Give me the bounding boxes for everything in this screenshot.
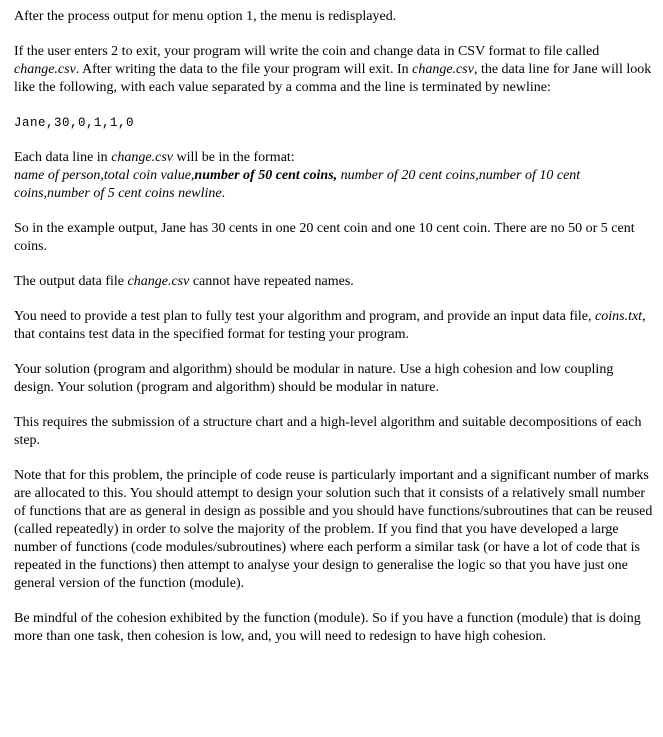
paragraph-text: After the process output for menu option 1, the menu is redisplayed. xyxy=(14,9,397,24)
format-spec-text-bold: number of 50 cent coins, xyxy=(194,168,338,183)
paragraph-text: Each data line in xyxy=(14,150,112,165)
paragraph-text: Note that for this problem, the principle of code reuse is particularly important and a significant number of marks are allocated to this. You should attempt to design your solution such that it consists of a relatively small number of functions that are as general in design as possible and you should have functions/subroutines that can be reused (called repeatedly) in order to solve the majority of the problem. If you find that you have developed a large number of functions (code modules/subroutines) where each perform a similar task (or have a lot of code that is repeated in the functions) then attempt to analyse your design to generalise the logic so that you have just one general version of the function (module). xyxy=(14,468,653,591)
paragraph-menu-redisplay xyxy=(14,8,653,26)
paragraph-modular-design xyxy=(14,361,653,397)
paragraph-text: If the user enters 2 to exit, your program will write the coin and change data in CSV format to file called xyxy=(14,44,600,59)
paragraph-cohesion xyxy=(14,610,653,646)
paragraph-text: , that contains test data in the specified format for testing your program. xyxy=(14,309,646,342)
paragraph-text: So in the example output, Jane has 30 cents in one 20 cent coin and one 10 cent coin. There are no 50 or 5 cent coins. xyxy=(14,221,635,254)
format-spec-text: number of 20 cent coins,number of 10 cent coins,number of 5 cent coins newline xyxy=(14,168,581,201)
paragraph-no-repeated-names xyxy=(14,273,653,291)
filename-change-csv: change.csv xyxy=(412,62,474,77)
paragraph-text: Your solution (program and algorithm) should be modular in nature. Use a high cohesion and low coupling design. Your solution (program and algorithm) should be modular in nature. xyxy=(14,362,614,395)
paragraph-text: cannot have repeated names. xyxy=(189,274,354,289)
paragraph-example-explanation xyxy=(14,220,653,256)
paragraph-text: . xyxy=(221,186,226,201)
format-spec-text: name of person,total coin value, xyxy=(14,168,195,183)
paragraph-structure-chart xyxy=(14,414,653,450)
code-text: Jane,30,0,1,1,0 xyxy=(14,116,135,130)
paragraph-text: Be mindful of the cohesion exhibited by the function (module). So if you have a function (module) that is doing more than one task, then cohesion is low, and, you will need to redesign to have high cohesion. xyxy=(14,611,641,644)
paragraph-data-format xyxy=(14,149,653,203)
paragraph-text: , the data line for Jane will look like the following, with each value separated by a comma and the line is terminated by newline: xyxy=(14,62,652,95)
paragraph-text: . After writing the data to the file your program will exit. In xyxy=(75,62,413,77)
paragraph-code-reuse xyxy=(14,467,653,593)
paragraph-test-plan xyxy=(14,308,653,344)
filename-coins-txt: coins.txt xyxy=(595,309,643,324)
csv-code-line xyxy=(14,114,653,132)
paragraph-text: will be in the format: xyxy=(173,150,295,165)
paragraph-text: This requires the submission of a structure chart and a high-level algorithm and suitable decompositions of each step. xyxy=(14,415,642,448)
filename-change-csv: change.csv xyxy=(127,274,190,289)
paragraph-text: You need to provide a test plan to fully test your algorithm and program, and provide an input data file, xyxy=(14,309,596,324)
filename-change-csv: change.csv xyxy=(111,150,173,165)
paragraph-text: The output data file xyxy=(14,274,128,289)
filename-change-csv: change.csv xyxy=(14,62,76,77)
paragraph-exit-csv xyxy=(14,43,653,97)
